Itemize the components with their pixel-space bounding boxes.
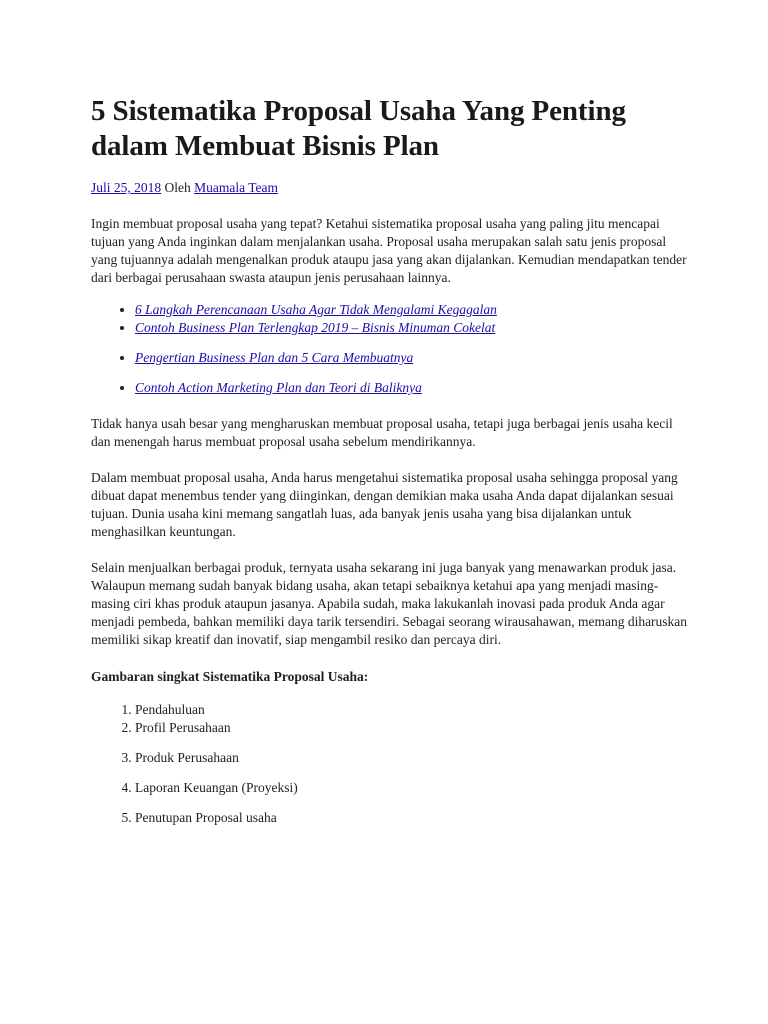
- related-link-4[interactable]: Contoh Action Marketing Plan dan Teori di Baliknya: [135, 380, 422, 395]
- body-paragraph-3: Dalam membuat proposal usaha, Anda harus mengetahui sistematika proposal usaha sehingga proposal yang dibuat dapat menembus tender yang diinginkan, dengan demikian maka usaha Anda dapat dijalankan sesuai tujuan. Dunia usaha kini memang sangatlah luas, ada banyak jenis usaha yang bisa dijalankan untuk menghasilkan keuntungan.: [91, 470, 678, 539]
- body-paragraph-2: Tidak hanya usah besar yang mengharuskan membuat proposal usaha, tetapi juga berbagai jenis usaha kecil dan menengah harus membuat proposal usaha sebelum mendirikannya.: [91, 416, 673, 449]
- steps-list: [91, 701, 688, 827]
- step-item: 3. Produk Perusahaan: [135, 749, 688, 767]
- list-item: [135, 349, 688, 367]
- post-date-link[interactable]: Juli 25, 2018: [91, 180, 162, 195]
- list-item: [135, 319, 688, 337]
- related-links-list: [91, 301, 688, 397]
- by-label: Oleh: [161, 180, 195, 195]
- section-subheading: Gambaran singkat Sistematika Proposal Usaha:: [91, 669, 369, 684]
- related-link-3[interactable]: Pengertian Business Plan dan 5 Cara Membuatnya: [135, 350, 414, 365]
- intro-paragraph: Ingin membuat proposal usaha yang tepat? Ketahui sistematika proposal usaha yang paling jitu mencapai tujuan yang Anda inginkan dalam menjalankan usaha. Proposal usaha merupakan salah satu jenis proposal yang tujuannya adalah mengenalkan produk ataupu jasa yang akan dijalankan. Kemudian mendapatkan tender dari berbagai perusahaan swasta ataupun jenis perusahaan lainnya.: [91, 216, 687, 285]
- related-link-2[interactable]: Contoh Business Plan Terlengkap 2019 – Bisnis Minuman Cokelat: [135, 320, 496, 335]
- article-meta: [91, 179, 688, 197]
- related-link-1[interactable]: 6 Langkah Perencanaan Usaha Agar Tidak Mengalami Kegagalan: [135, 302, 497, 317]
- list-item: [135, 379, 688, 397]
- article-title: 5 Sistematika Proposal Usaha Yang Penting dalam Membuat Bisnis Plan: [91, 95, 626, 162]
- author-link[interactable]: Muamala Team: [194, 180, 279, 195]
- step-item: 5. Penutupan Proposal usaha: [135, 809, 688, 827]
- step-item: 4. Laporan Keuangan (Proyeksi): [135, 779, 688, 797]
- body-paragraph-4: Selain menjualkan berbagai produk, ternyata usaha sekarang ini juga banyak yang menawarkan produk jasa. Walaupun memang sudah banyak bidang usaha, akan tetapi sebaiknya ketahui apa yang menjadi masing-masing ciri khas produk ataupun jasanya. Apabila sudah, maka lakukanlah inovasi pada produk Anda agar menjadi pembeda, bahkan memiliki daya tarik tersendiri. Sebagai seorang wirausahawan, memang diharuskan memiliki sikap kreatif dan inovatif, siap mengambil resiko dan percaya diri.: [91, 560, 688, 647]
- list-item: [135, 301, 688, 319]
- step-item: 2. Profil Perusahaan: [135, 719, 688, 737]
- step-item: 1. Pendahuluan: [135, 701, 688, 719]
